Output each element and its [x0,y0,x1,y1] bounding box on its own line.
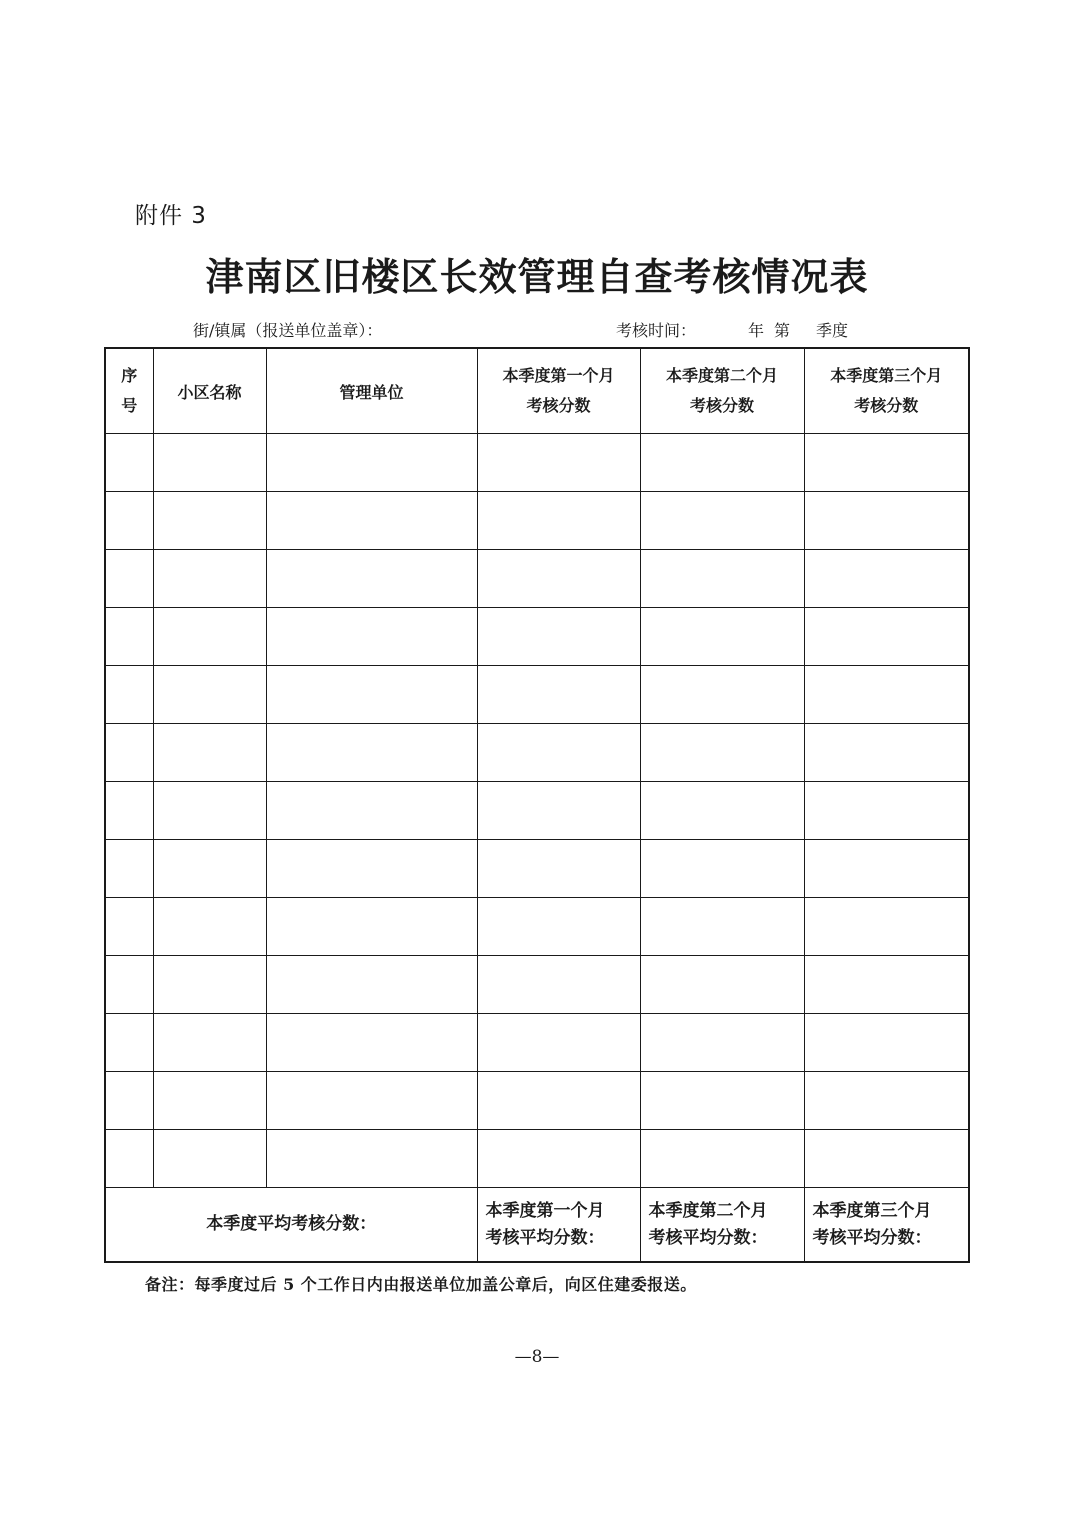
cell-month2[interactable] [640,434,804,492]
cell-month3[interactable] [804,956,969,1014]
table-row [105,1130,969,1188]
footer-month3-average[interactable] [804,1188,969,1263]
cell-month2[interactable] [640,1130,804,1188]
quarter-label: 季度 [816,321,849,340]
page-title: 津南区旧楼区长效管理自查考核情况表 [205,255,869,299]
cell-month3[interactable] [804,608,969,666]
cell-month2[interactable] [640,724,804,782]
cell-management[interactable] [266,840,477,898]
cell-month3[interactable] [804,1130,969,1188]
table-footer-row [105,1188,969,1263]
cell-month3[interactable] [804,1072,969,1130]
cell-month2[interactable] [640,840,804,898]
cell-month1[interactable] [477,608,640,666]
cell-management[interactable] [266,434,477,492]
header-month1-line-2: 考核分数 [526,396,591,415]
header-community: 小区名称 [153,348,266,434]
cell-month3[interactable] [804,492,969,550]
ordinal-label: 第 [774,321,791,340]
attachment-label: 附件 3 [135,203,207,229]
cell-community[interactable] [153,434,266,492]
footer-month2-line-2: 考核平均分数： [648,1227,768,1248]
cell-month1[interactable] [477,1130,640,1188]
cell-month2[interactable] [640,608,804,666]
cell-month1[interactable] [477,956,640,1014]
cell-management[interactable] [266,1130,477,1188]
header-month3-line-1: 本季度第三个月 [830,366,943,385]
cell-management[interactable] [266,550,477,608]
table-row [105,1014,969,1072]
table-row [105,1072,969,1130]
footer-month1-line-2: 考核平均分数： [485,1227,605,1248]
table-row [105,724,969,782]
header-month1 [477,348,640,434]
cell-seq[interactable] [105,724,153,782]
cell-month2[interactable] [640,956,804,1014]
cell-seq[interactable] [105,1130,153,1188]
header-seq-line-2: 号 [121,396,138,415]
table-row [105,956,969,1014]
cell-month3[interactable] [804,1014,969,1072]
cell-month3[interactable] [804,724,969,782]
cell-seq[interactable] [105,666,153,724]
cell-management[interactable] [266,1072,477,1130]
header-month3-line-2: 考核分数 [854,396,919,415]
cell-month1[interactable] [477,782,640,840]
cell-month2[interactable] [640,666,804,724]
cell-community[interactable] [153,840,266,898]
cell-community[interactable] [153,724,266,782]
cell-seq[interactable] [105,1072,153,1130]
header-month3 [804,348,969,434]
footer-month1-line-1: 本季度第一个月 [485,1200,605,1221]
cell-management[interactable] [266,608,477,666]
cell-management[interactable] [266,782,477,840]
header-month2-line-1: 本季度第二个月 [665,366,778,385]
cell-month3[interactable] [804,434,969,492]
assessment-time [616,318,848,341]
table-row [105,434,969,492]
footer-month3-line-2: 考核平均分数： [812,1227,932,1248]
cell-management[interactable] [266,1014,477,1072]
cell-community[interactable] [153,782,266,840]
cell-seq[interactable] [105,956,153,1014]
cell-month2[interactable] [640,782,804,840]
cell-month1[interactable] [477,898,640,956]
cell-management[interactable] [266,724,477,782]
table-row [105,782,969,840]
cell-month1[interactable] [477,724,640,782]
table-row [105,550,969,608]
footer-average-label: 本季度平均考核分数： [105,1188,477,1263]
cell-seq[interactable] [105,492,153,550]
cell-community[interactable] [153,666,266,724]
header-management: 管理单位 [266,348,477,434]
footer-month2-line-1: 本季度第二个月 [648,1200,768,1221]
header-seq-line-1: 序 [121,366,138,385]
cell-month3[interactable] [804,898,969,956]
cell-month1[interactable] [477,550,640,608]
cell-month2[interactable] [640,1072,804,1130]
cell-management[interactable] [266,666,477,724]
cell-community[interactable] [153,492,266,550]
assessment-table [104,347,970,1263]
reporting-unit-label: 街/镇属（报送单位盖章）： [193,321,383,340]
cell-month3[interactable] [804,666,969,724]
header-month2-line-2: 考核分数 [689,396,754,415]
cell-month1[interactable] [477,1014,640,1072]
cell-community[interactable] [153,1072,266,1130]
cell-seq[interactable] [105,1014,153,1072]
cell-month2[interactable] [640,898,804,956]
footer-month2-average[interactable] [640,1188,804,1263]
cell-seq[interactable] [105,840,153,898]
table-row [105,666,969,724]
cell-month1[interactable] [477,492,640,550]
cell-management[interactable] [266,956,477,1014]
year-label: 年 [748,321,765,340]
footer-month3-line-1: 本季度第三个月 [812,1200,932,1221]
cell-month3[interactable] [804,840,969,898]
cell-management[interactable] [266,492,477,550]
cell-month2[interactable] [640,492,804,550]
cell-month3[interactable] [804,550,969,608]
cell-month2[interactable] [640,550,804,608]
cell-month1[interactable] [477,1072,640,1130]
cell-seq[interactable] [105,608,153,666]
footnote: 备注：每季度过后 5 个工作日内由报送单位加盖公章后，向区住建委报送。 [145,1275,697,1294]
cell-month2[interactable] [640,1014,804,1072]
cell-seq[interactable] [105,898,153,956]
cell-month1[interactable] [477,666,640,724]
table-row [105,840,969,898]
cell-month1[interactable] [477,434,640,492]
cell-seq[interactable] [105,434,153,492]
table-header-row [105,348,969,434]
cell-seq[interactable] [105,550,153,608]
cell-month1[interactable] [477,840,640,898]
cell-community[interactable] [153,608,266,666]
footer-month1-average[interactable] [477,1188,640,1263]
cell-community[interactable] [153,1014,266,1072]
header-month2 [640,348,804,434]
cell-community[interactable] [153,550,266,608]
header-month1-line-1: 本季度第一个月 [502,366,615,385]
cell-community[interactable] [153,898,266,956]
table-row [105,608,969,666]
cell-month3[interactable] [804,782,969,840]
cell-management[interactable] [266,898,477,956]
header-seq [105,348,153,434]
table-row [105,492,969,550]
table-row [105,898,969,956]
cell-community[interactable] [153,956,266,1014]
page-number: —8— [514,1347,560,1367]
cell-community[interactable] [153,1130,266,1188]
cell-seq[interactable] [105,782,153,840]
assessment-time-label: 考核时间： [616,321,697,340]
